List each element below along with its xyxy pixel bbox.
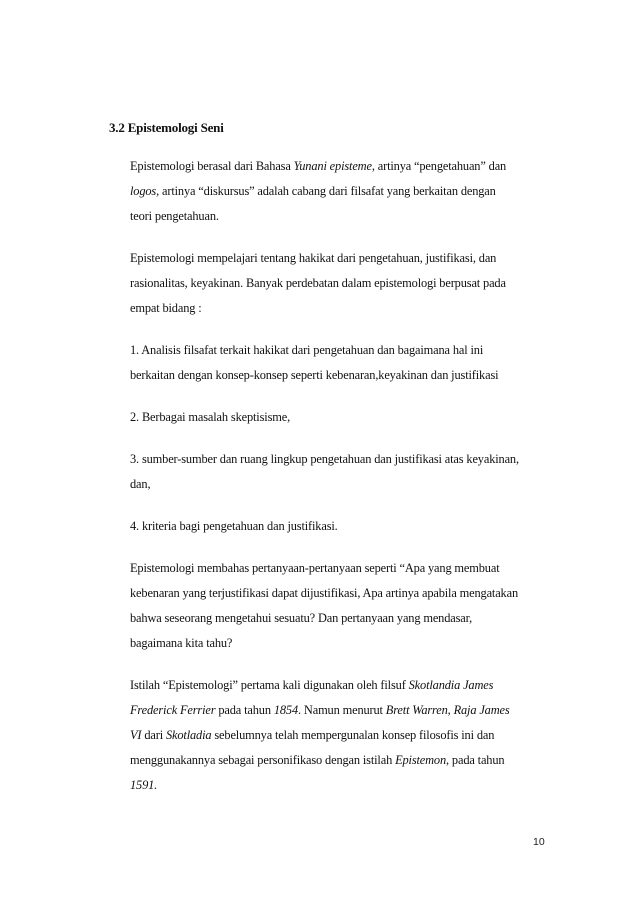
list-item-4 — [130, 514, 550, 539]
section-heading: 3.2 Epistemologi Seni — [109, 120, 224, 135]
text-line: empat bidang : — [130, 301, 202, 315]
text-line: bahwa seseorang mengetahui sesuatu? Dan pertanyaan yang mendasar, — [130, 611, 473, 625]
body-text — [130, 154, 550, 798]
text-line: menggunakannya sebagai personifikaso dengan istilah Epistemon, pada tahun — [130, 753, 505, 767]
text-line: Epistemologi mempelajari tentang hakikat dari pengetahuan, justifikasi, dan — [130, 251, 497, 265]
paragraph-scope — [130, 246, 550, 321]
paragraph-history — [130, 673, 550, 798]
text-line: bagaimana kita tahu? — [130, 636, 233, 650]
paragraph-definition — [130, 154, 550, 229]
text-line: 3. sumber-sumber dan ruang lingkup pengetahuan dan justifikasi atas keyakinan, — [130, 452, 519, 466]
text-line: 1. Analisis filsafat terkait hakikat dari pengetahuan dan bagaimana hal ini — [130, 343, 484, 357]
text-line: 1591. — [130, 778, 158, 792]
list-item-2 — [130, 405, 550, 430]
text-line: VI dari Skotladia sebelumnya telah mempergunalan konsep filosofis ini dan — [130, 728, 495, 742]
text-line: dan, — [130, 477, 151, 491]
text-line: Istilah “Epistemologi” pertama kali digunakan oleh filsuf Skotlandia James — [130, 678, 494, 692]
paragraph-questions — [130, 556, 550, 656]
text-line: Epistemologi berasal dari Bahasa Yunani episteme, artinya “pengetahuan” dan — [130, 159, 507, 173]
text-line: Epistemologi membahas pertanyaan-pertanyaan seperti “Apa yang membuat — [130, 561, 500, 575]
text-line: rasionalitas, keyakinan. Banyak perdebatan dalam epistemologi berpusat pada — [130, 276, 506, 290]
list-item-1 — [130, 338, 550, 388]
list-item-3 — [130, 447, 550, 497]
text-line: kebenaran yang terjustifikasi dapat dijustifikasi, Apa artinya apabila mengatakan — [130, 586, 518, 600]
text-line: Frederick Ferrier pada tahun 1854. Namun menurut Brett Warren, Raja James — [130, 703, 510, 717]
text-line: teori pengetahuan. — [130, 209, 219, 223]
text-line: 2. Berbagai masalah skeptisisme, — [130, 410, 291, 424]
page-number: 10 — [533, 836, 545, 848]
text-line: berkaitan dengan konsep-konsep seperti kebenaran,keyakinan dan justifikasi — [130, 368, 499, 382]
text-line: 4. kriteria bagi pengetahuan dan justifikasi. — [130, 519, 338, 533]
text-line: logos, artinya “diskursus” adalah cabang dari filsafat yang berkaitan dengan — [130, 184, 496, 198]
